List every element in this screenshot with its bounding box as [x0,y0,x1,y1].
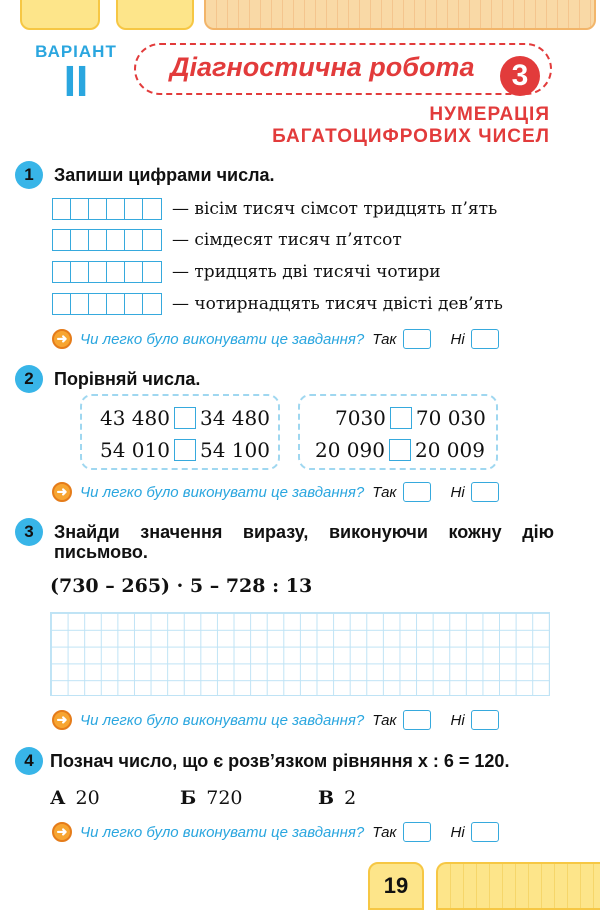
option-letter: А [50,787,66,809]
compare-pair [315,438,485,462]
no-label: Ні [450,483,465,501]
band-tile [436,862,600,910]
answer-option-a[interactable] [50,787,100,809]
band-tile [204,0,596,30]
self-check-row [52,329,499,349]
option-letter: В [318,787,335,809]
compare-left-value: 20 090 [315,438,385,462]
number-words: — сімдесят тисяч п’ятсот [172,230,402,250]
task-title-continued: письмово. [54,542,148,562]
number-words: — тридцять дві тисячі чотири [172,262,441,282]
yes-label: Так [372,483,397,501]
compare-left-value: 54 010 [100,438,170,462]
answer-option-c[interactable] [318,787,356,809]
self-check-row [52,482,499,502]
no-label: Ні [450,711,465,729]
compare-right-value: 54 100 [199,438,270,462]
no-checkbox[interactable] [471,329,499,349]
yes-checkbox[interactable] [403,329,431,349]
variant-label: ВАРІАНТ [35,42,117,61]
page-number: 19 [368,862,424,910]
task-number: 4 [15,747,43,775]
compare-left-value: 43 480 [100,406,170,430]
option-value: 2 [344,787,357,809]
task1-row [52,198,497,220]
option-letter: Б [180,787,197,809]
option-value: 20 [75,787,100,809]
yes-label: Так [372,330,397,348]
self-check-question: Чи легко було виконувати це завдання? [80,711,365,729]
arrow-icon: ➜ [52,822,72,842]
no-label: Ні [450,330,465,348]
task-title: Порівняй числа. [54,369,201,389]
variant-number: II [63,57,89,106]
task-title: Запиши цифрами числа. [54,165,275,185]
self-check-question: Чи легко було виконувати це завдання? [80,823,365,841]
bottom-decorative-band [0,862,600,910]
work-number-badge: 3 [500,56,540,96]
compare-right-value: 20 009 [414,438,485,462]
yes-checkbox[interactable] [403,482,431,502]
task-title: Познач число, що є розв’язком рівняння x : 6 = 120. [50,751,510,771]
compare-sign-box[interactable] [389,439,411,461]
yes-checkbox[interactable] [403,822,431,842]
compare-right-value: 70 030 [415,406,486,430]
task1-row [52,293,503,315]
compare-pair [100,438,270,462]
band-blank [0,862,356,910]
task-number: 1 [15,161,43,189]
band-tile [20,0,100,30]
answer-option-b[interactable] [180,787,243,809]
digit-cells[interactable] [52,198,162,220]
no-checkbox[interactable] [471,822,499,842]
yes-label: Так [372,823,397,841]
compare-right-value: 34 480 [199,406,270,430]
yes-label: Так [372,711,397,729]
task1-row [52,261,441,283]
compare-sign-box[interactable] [390,407,412,429]
top-decorative-band [0,0,600,34]
number-words: — вісім тисяч сімсот тридцять п’ять [172,199,498,219]
self-check-question: Чи легко було виконувати це завдання? [80,330,365,348]
band-tile [116,0,194,30]
compare-sign-box[interactable] [174,407,196,429]
expression: (730 – 265) · 5 – 728 : 13 [50,575,313,597]
task-number: 3 [15,518,43,546]
arrow-icon: ➜ [52,482,72,502]
topic-line-1: НУМЕРАЦІЯ [429,104,550,125]
no-checkbox[interactable] [471,482,499,502]
compare-sign-box[interactable] [174,439,196,461]
digit-cells[interactable] [52,293,162,315]
topic-line-2: БАГАТОЦИФРОВИХ ЧИСЕЛ [272,126,550,147]
compare-left-value: 7030 [335,406,386,430]
option-value: 720 [206,787,243,809]
number-words: — чотирнадцять тисяч двісті дев’ять [172,294,503,314]
compare-pair [100,406,270,430]
self-check-question: Чи легко було виконувати це завдання? [80,483,365,501]
task-number: 2 [15,365,43,393]
task1-row [52,229,402,251]
task-title: Знайди значення виразу, виконуючи кожну дію [54,522,554,542]
compare-pair [335,406,486,430]
yes-checkbox[interactable] [403,710,431,730]
no-label: Ні [450,823,465,841]
writing-grid[interactable] [50,612,550,696]
arrow-icon: ➜ [52,329,72,349]
arrow-icon: ➜ [52,710,72,730]
digit-cells[interactable] [52,261,162,283]
self-check-row [52,822,499,842]
page-title: Діагностична робота [170,52,475,82]
self-check-row [52,710,499,730]
no-checkbox[interactable] [471,710,499,730]
digit-cells[interactable] [52,229,162,251]
